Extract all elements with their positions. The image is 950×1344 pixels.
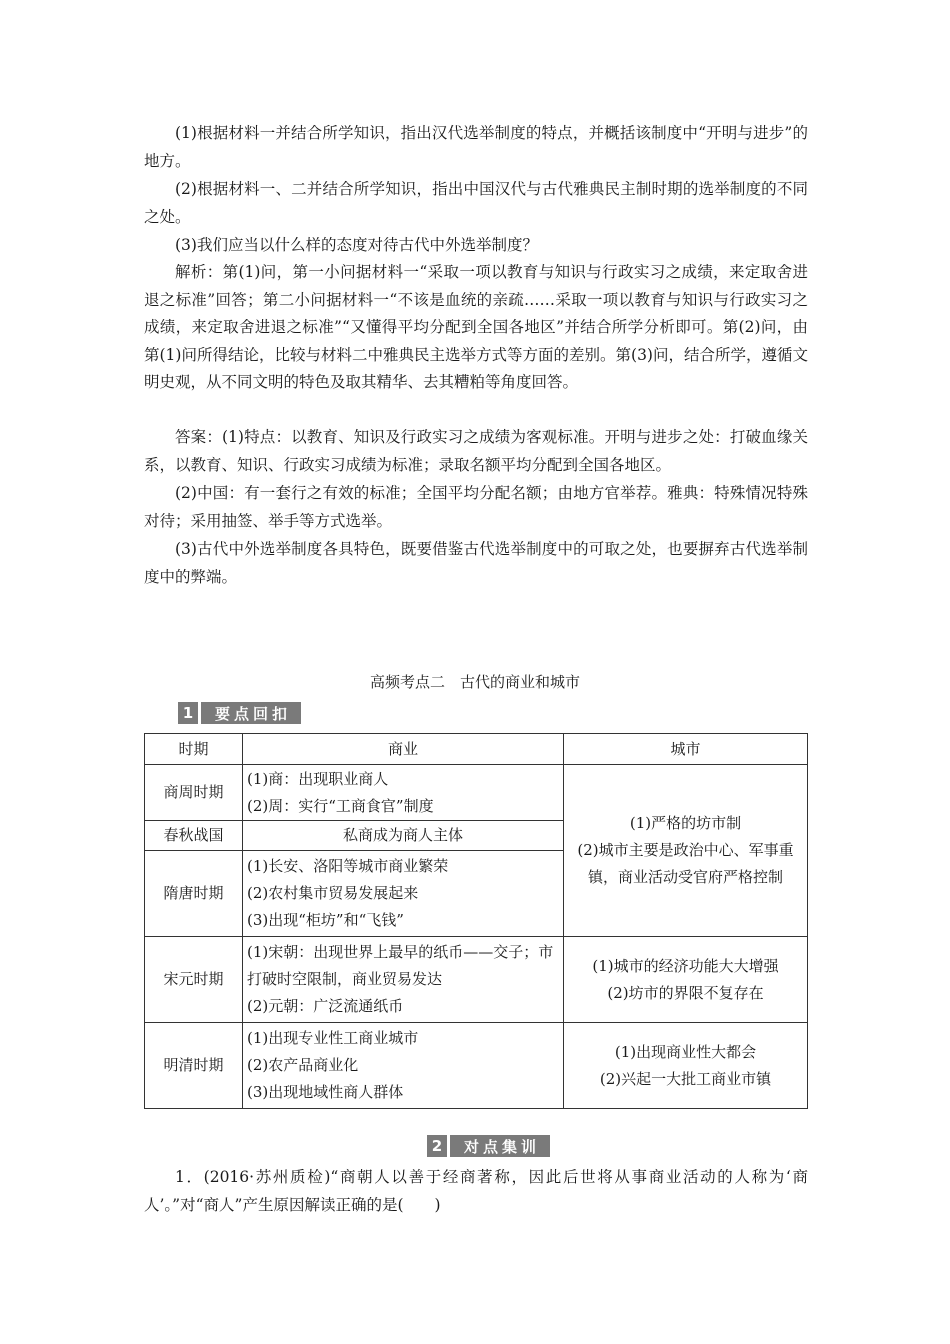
header-city: 城市	[564, 734, 808, 765]
commerce-line: (1)商：出现职业商人	[247, 769, 389, 788]
commerce-cell: 私商成为商人主体	[243, 821, 564, 851]
city-merged-cell	[564, 765, 808, 937]
banner-label: 对点集训	[450, 1135, 550, 1157]
practice-banner	[427, 1135, 550, 1157]
analysis-paragraph: 解析：第(1)问，第一小问据材料一“采取一项以教育与知识与行政实习之成绩，来定取舍进退之标准”回答；第二小问据材料一“不该是血统的亲疏……采取一项以教育与知识与行政实习之成绩，来定取舍进退之标准”“又懂得平均分配到全国各地区”并结合所学分析即可。第(2)问，由第(1)问所得结论，比较与材料二中雅典民主选举方式等方面的差别。第(3)问，结合所学，遵循文明史观，从不同文明的特色及取其精华、去其糟粕等角度回答。	[144, 263, 808, 391]
city-cell	[564, 1023, 808, 1109]
city-line: (2)坊市的界限不复存在	[607, 983, 764, 1002]
answer-part-2: (2)中国：有一套行之有效的标准；全国平均分配名额；由地方官举荐。雅典：特殊情况特殊对待；采用抽签、举手等方式选举。	[144, 484, 808, 530]
city-line: (1)城市的经济功能大大增强	[592, 956, 779, 975]
question-part-2: (2)根据材料一、二并结合所学知识，指出中国汉代与古代雅典民主制时期的选举制度的不同之处。	[144, 180, 808, 226]
commerce-line: (2)农村集市贸易发展起来	[247, 884, 419, 902]
table-row	[145, 1023, 808, 1109]
period-cell: 春秋战国	[145, 821, 243, 851]
header-commerce: 商业	[243, 734, 564, 765]
commerce-line: (3)出现“柜坊”和“飞钱”	[247, 911, 404, 929]
banner-label: 要点回扣	[201, 702, 301, 724]
period-cell: 明清时期	[145, 1023, 243, 1109]
city-cell	[564, 937, 808, 1023]
commerce-line: (3)出现地域性商人群体	[247, 1083, 404, 1101]
table-header-row	[145, 734, 808, 765]
table-row	[145, 765, 808, 821]
question-1: 1．(2016·苏州质检)“商朝人以善于经商著称，因此后世将从事商业活动的人称为‘商人’。”对“商人”产生原因解读正确的是( )	[144, 1168, 808, 1214]
question-part-3: (3)我们应当以什么样的态度对待古代中外选举制度？	[175, 236, 538, 254]
city-line: (2)城市主要是政治中心、军事重镇，商业活动受官府严格控制	[577, 841, 794, 886]
header-period: 时期	[145, 734, 243, 765]
period-cell: 隋唐时期	[145, 851, 243, 937]
commerce-cell	[243, 937, 564, 1023]
city-line: (2)兴起一大批工商业市镇	[599, 1069, 772, 1088]
commerce-line: (2)农产品商业化	[247, 1056, 359, 1074]
commerce-city-table	[144, 733, 808, 1109]
commerce-line: (2)元朝：广泛流通纸币	[247, 997, 404, 1015]
answer-part-1: 答案：(1)特点：以教育、知识及行政实习之成绩为客观标准。开明与进步之处：打破血缘关系，以教育、知识、行政实习成绩为标准；录取名额平均分配到全国各地区。	[144, 428, 808, 474]
city-line: (1)严格的坊市制	[629, 814, 742, 832]
period-cell: 商周时期	[145, 765, 243, 821]
section-title: 高频考点二 古代的商业和城市	[369, 673, 580, 691]
commerce-cell	[243, 851, 564, 937]
commerce-line: (1)宋朝：出现世界上最早的纸币——交子；市打破时空限制，商业贸易发达	[247, 943, 554, 988]
city-line: (1)出现商业性大都会	[614, 1042, 757, 1061]
question-part-1: (1)根据材料一并结合所学知识，指出汉代选举制度的特点，并概括该制度中“开明与进步”的地方。	[144, 124, 808, 170]
commerce-cell	[243, 765, 564, 821]
banner-number: 1	[178, 702, 198, 724]
commerce-line: (1)出现专业性工商业城市	[247, 1029, 419, 1047]
banner-number: 2	[427, 1135, 447, 1157]
table-row	[145, 937, 808, 1023]
commerce-line: (2)周：实行“工商食官”制度	[247, 796, 434, 815]
answer-part-3: (3)古代中外选举制度各具特色，既要借鉴古代选举制度中的可取之处，也要摒弃古代选举制度中的弊端。	[144, 540, 808, 586]
commerce-line: (1)长安、洛阳等城市商业繁荣	[247, 857, 449, 875]
period-cell: 宋元时期	[145, 937, 243, 1023]
review-points-banner	[178, 702, 301, 724]
commerce-cell	[243, 1023, 564, 1109]
